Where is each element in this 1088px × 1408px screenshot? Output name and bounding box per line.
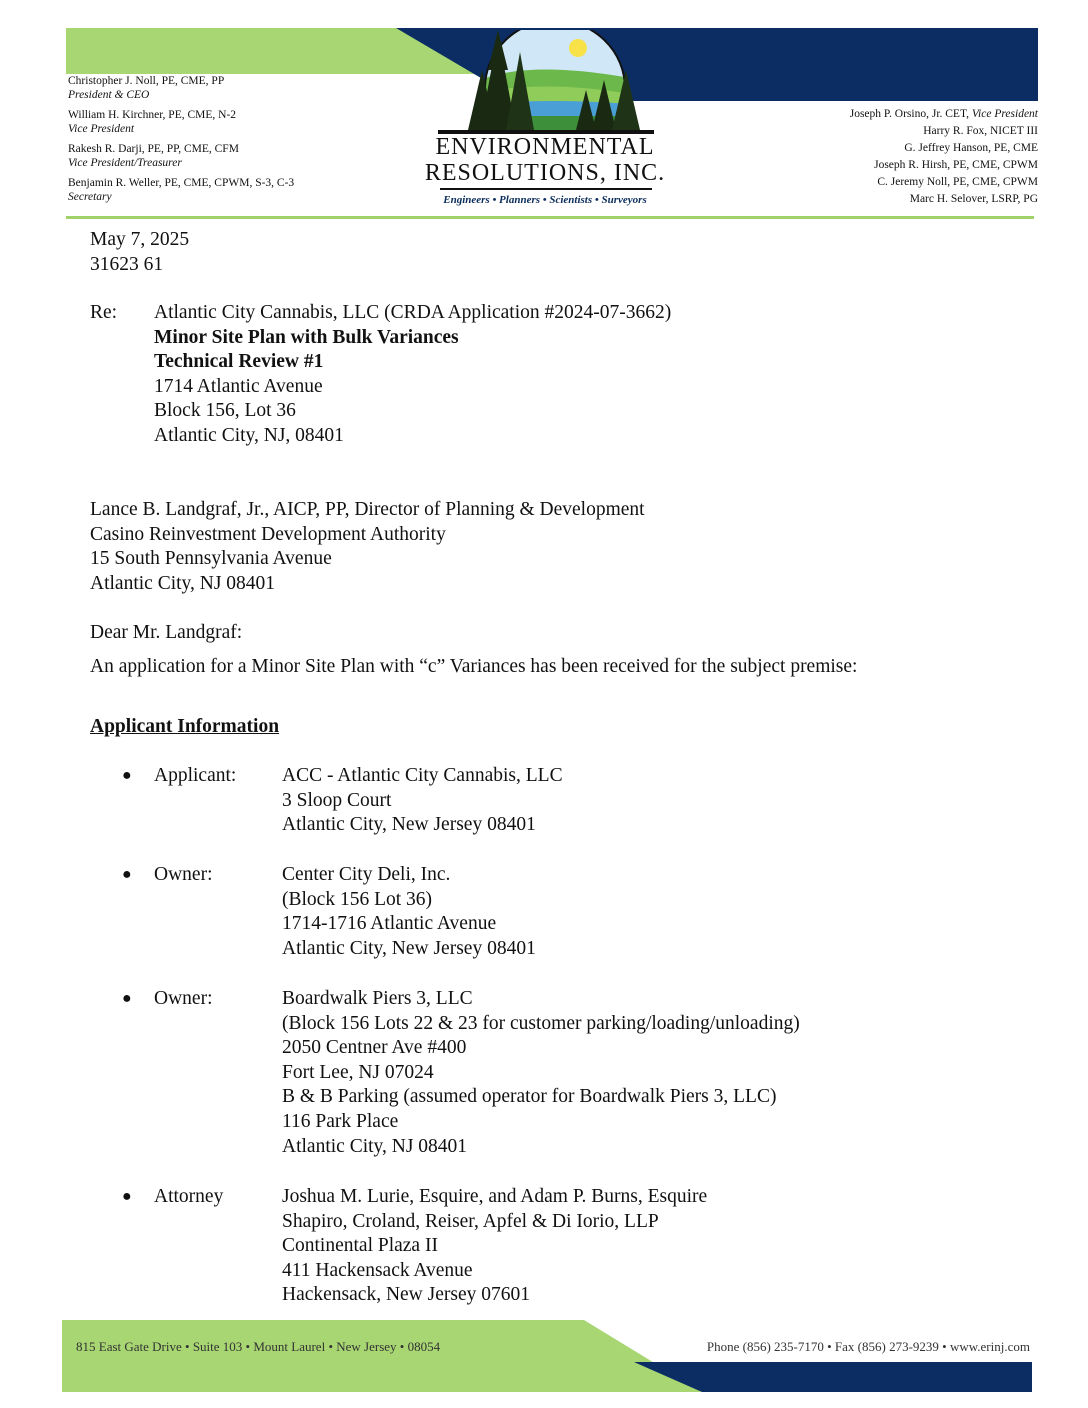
footer-address: 815 East Gate Drive • Suite 103 • Mount Laurel • New Jersey • 08054	[76, 1339, 441, 1354]
staff-name: Joseph P. Orsino, Jr. CET,	[849, 108, 970, 120]
entry-line: ACC - Atlantic City Cannabis, LLC	[282, 765, 563, 786]
staff-title: Vice President	[68, 123, 135, 135]
staff-title: Vice President/Treasurer	[68, 157, 182, 169]
file-number: 31623 61	[90, 254, 164, 275]
recipient-line: Casino Reinvestment Development Authority	[90, 523, 446, 545]
staff-list-right	[778, 107, 1038, 209]
entry-line: Shapiro, Croland, Reiser, Apfel & Di Iorio, LLP	[282, 1210, 659, 1232]
entry-line: Center City Deli, Inc.	[282, 864, 451, 885]
staff-name: Benjamin R. Weller, PE, CME, CPWM, S-3, C-3	[68, 177, 295, 189]
recipient-line: 15 South Pennsylvania Avenue	[90, 548, 332, 570]
staff-title: Secretary	[68, 191, 112, 203]
re-line: Block 156, Lot 36	[154, 400, 296, 422]
recipient-address	[90, 498, 645, 596]
letter-date: May 7, 2025	[90, 229, 190, 250]
entry-line: 116 Park Place	[282, 1110, 399, 1132]
staff-name: C. Jeremy Noll, PE, CME, CPWM	[877, 176, 1038, 188]
bullet-icon: ●	[122, 990, 132, 1007]
recipient-line: Atlantic City, NJ 08401	[90, 572, 276, 594]
list-item	[0, 764, 1088, 864]
bullet-icon: ●	[122, 767, 132, 784]
re-label: Re:	[90, 302, 118, 323]
salutation: Dear Mr. Landgraf:	[90, 622, 243, 643]
staff-name: William H. Kirchner, PE, CME, N-2	[68, 109, 237, 121]
staff-name: Rakesh R. Darji, PE, PP, CME, CFM	[68, 143, 239, 155]
list-item	[0, 863, 1088, 973]
staff-list-left	[68, 74, 398, 210]
entry-line: Atlantic City, New Jersey 08401	[282, 814, 536, 836]
entry-line: Atlantic City, NJ 08401	[282, 1135, 468, 1157]
entry-line: Atlantic City, New Jersey 08401	[282, 937, 536, 959]
entry-line: (Block 156 Lots 22 & 23 for customer parking/loading/unloading)	[282, 1012, 800, 1034]
entry-line: B & B Parking (assumed operator for Boardwalk Piers 3, LLC)	[282, 1086, 777, 1108]
entry-line: 1714-1716 Atlantic Avenue	[282, 913, 497, 935]
bullet-icon: ●	[122, 866, 132, 883]
re-line: Technical Review #1	[154, 351, 324, 373]
re-line: Atlantic City, NJ, 08401	[154, 424, 344, 446]
staff-name: Christopher J. Noll, PE, CME, PP	[68, 75, 225, 87]
footer-contact: Phone (856) 235-7170 • Fax (856) 273-9239 • www.erinj.com	[706, 1339, 1030, 1354]
entry-label: Owner:	[154, 988, 213, 1009]
list-item	[0, 1185, 1088, 1315]
entry-line: Boardwalk Piers 3, LLC	[282, 988, 473, 1009]
entry-label: Applicant:	[154, 765, 237, 786]
staff-title: President & CEO	[68, 89, 150, 101]
recipient-line: Lance B. Landgraf, Jr., AICP, PP, Director of Planning & Development	[90, 499, 645, 520]
staff-title: Vice President	[971, 108, 1038, 120]
entry-line: (Block 156 Lot 36)	[282, 888, 433, 910]
staff-name: Harry R. Fox, NICET III	[923, 125, 1038, 137]
footer-band	[0, 1310, 1088, 1408]
landscape-logo-icon	[420, 30, 670, 134]
bullet-icon: ●	[122, 1188, 132, 1205]
entry-line: Fort Lee, NJ 07024	[282, 1061, 434, 1083]
logo-name-line2: RESOLUTIONS, INC.	[424, 160, 666, 186]
re-line: Minor Site Plan with Bulk Variances	[154, 326, 459, 348]
entry-line: 2050 Centner Ave #400	[282, 1037, 467, 1059]
logo-name-line1: ENVIRONMENTAL	[435, 134, 655, 160]
re-line: 1714 Atlantic Avenue	[154, 375, 323, 397]
entry-line: 411 Hackensack Avenue	[282, 1259, 473, 1281]
staff-name: Joseph R. Hirsh, PE, CME, CPWM	[874, 159, 1038, 171]
entry-line: Hackensack, New Jersey 07601	[282, 1284, 530, 1306]
list-item	[0, 987, 1088, 1167]
logo-tagline: Engineers • Planners • Scientists • Surveyors	[443, 194, 647, 206]
entry-line: 3 Sloop Court	[282, 789, 392, 811]
entry-line: Joshua M. Lurie, Esquire, and Adam P. Burns, Esquire	[282, 1186, 708, 1207]
staff-name: G. Jeffrey Hanson, PE, CME	[904, 142, 1038, 154]
entry-label: Owner:	[154, 864, 213, 885]
re-block	[154, 301, 671, 449]
entry-line: Continental Plaza II	[282, 1235, 438, 1257]
company-logo	[420, 30, 670, 210]
staff-name: Marc H. Selover, LSRP, PG	[909, 193, 1038, 205]
section-heading: Applicant Information	[90, 716, 280, 737]
intro-paragraph: An application for a Minor Site Plan with “c” Variances has been received for the subject premise:	[90, 656, 858, 677]
entry-label: Attorney	[154, 1186, 224, 1207]
re-line: Atlantic City Cannabis, LLC (CRDA Application #2024-07-3662)	[154, 302, 672, 323]
logo-rule	[440, 188, 652, 190]
